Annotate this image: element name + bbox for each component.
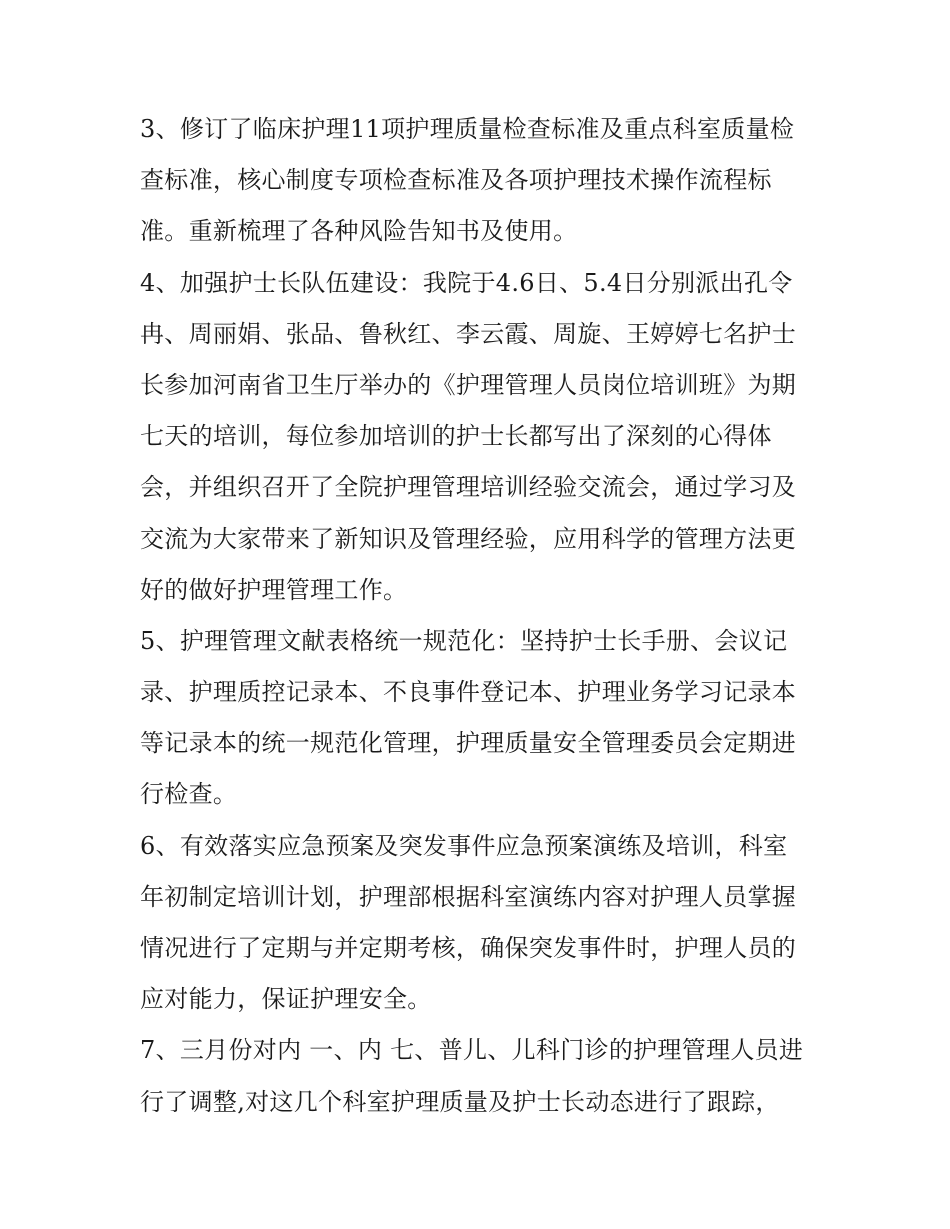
text-line: 3、修订了临床护理11项护理质量检查标准及重点科室质量检 xyxy=(140,115,795,143)
text-line: 冉、周丽娟、张品、鲁秋红、李云霞、周旋、王婷婷七名护士 xyxy=(140,319,797,348)
text-line: 7、三月份对内 一、内 七、普儿、儿科门诊的护理管理人员进 xyxy=(140,1036,804,1065)
text-line: 录、护理质控记录本、不良事件登记本、护理业务学习记录本 xyxy=(140,678,797,707)
text-line: 会，并组织召开了全院护理管理培训经验交流会，通过学习及 xyxy=(140,473,797,502)
text-line: 应对能力，保证护理安全。 xyxy=(140,985,432,1014)
text-line: 4、加强护士长队伍建设：我院于4.6日、5.4日分别派出孔令 xyxy=(140,268,793,297)
text-line: 5、护理管理文献表格统一规范化：坚持护士长手册、会议记 xyxy=(140,626,788,655)
document-body xyxy=(140,104,820,1128)
text-line: 查标准，核心制度专项检查标准及各项护理技术操作流程标 xyxy=(140,166,772,195)
text-line: 行了调整,对这几个科室护理质量及护士长动态进行了跟踪， xyxy=(140,1087,780,1116)
text-line: 七天的培训，每位参加培训的护士长都写出了深刻的心得体 xyxy=(140,422,772,451)
text-line: 行检查。 xyxy=(140,780,238,809)
text-line: 6、有效落实应急预案及突发事件应急预案演练及培训，科室 xyxy=(140,831,788,860)
text-line: 好的做好护理管理工作。 xyxy=(140,575,408,604)
text-line: 等记录本的统一规范化管理，护理质量安全管理委员会定期进 xyxy=(140,729,797,758)
text-line: 长参加河南省卫生厅举办的《护理管理人员岗位培训班》为期 xyxy=(140,370,797,399)
text-line: 准。重新梳理了各种风险告知书及使用。 xyxy=(140,217,578,246)
text-line: 交流为大家带来了新知识及管理经验，应用科学的管理方法更 xyxy=(140,524,797,553)
text-line: 年初制定培训计划，护理部根据科室演练内容对护理人员掌握 xyxy=(140,882,797,911)
text-line: 情况进行了定期与并定期考核，确保突发事件时，护理人员的 xyxy=(140,934,797,962)
